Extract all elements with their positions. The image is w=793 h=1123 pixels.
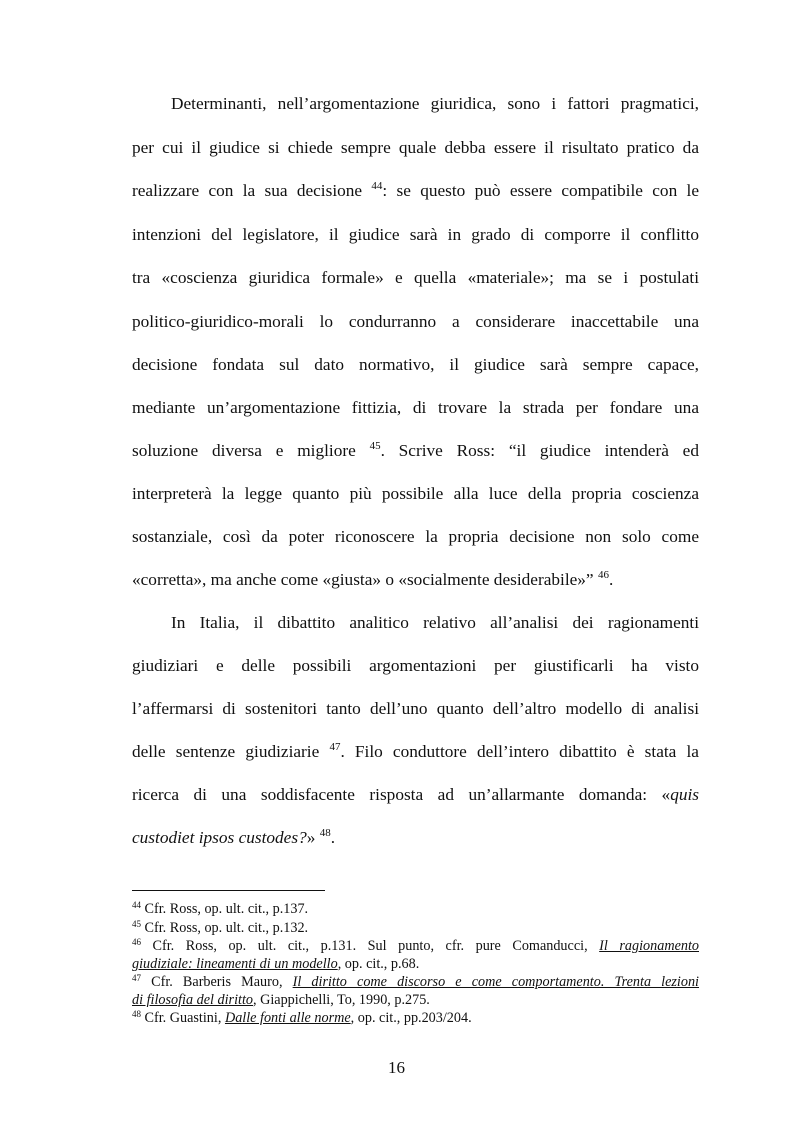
p1-line-7: decisione fondata sul dato normativo, il giudice sarà sempre capace, <box>132 355 699 374</box>
footnote-ref-48[interactable]: 48 <box>319 827 331 839</box>
p1-line-10: interpreterà la legge quanto più possibile alla luce della propria coscienza <box>132 484 699 503</box>
p1-line-11: sostanziale, così da poter riconoscere la propria decisione non solo come <box>132 527 699 546</box>
p2-line-4: delle sentenze giudiziarie $^{47}$. Filo conduttore dell’intero dibattito è stata la <box>132 741 699 761</box>
footnote-separator <box>132 890 325 891</box>
p2-line-5: ricerca di una soddisfacente risposta ad un’allarmante domanda: «quis <box>132 785 699 804</box>
p1-line-4: intenzioni del legislatore, il giudice sarà in grado di comporre il conflitto <box>132 225 699 244</box>
p1-line-3: realizzare con la sua decisione $^{44}$: se questo può essere compatibile con le <box>132 180 699 200</box>
footnote-46-line-1: $^{46}$ Cfr. Ross, op. ult. cit., p.131. Sul punto, cfr. pure Comanducci, Il ragionamento <box>132 937 699 954</box>
p1-line-2: per cui il giudice si chiede sempre quale debba essere il risultato pratico da <box>132 138 699 157</box>
p1-line-6: politico-giuridico-morali lo condurranno a considerare inaccettabile una <box>132 312 699 331</box>
footnote-ref-47[interactable]: 47 <box>329 741 341 753</box>
footnote-47-line-2: di filosofia del diritto, Giappichelli, To, 1990, p.275. <box>132 992 430 1008</box>
p2-line-6: custodiet ipsos custodes?» $^{48}$. <box>132 827 336 847</box>
footnote-48: $^{48}$ Cfr. Guastini, Dalle fonti alle norme, op. cit., pp.203/204. <box>132 1009 472 1026</box>
footnote-ref-45[interactable]: 45 <box>369 440 381 452</box>
citation-title: Il ragionamento <box>599 938 699 954</box>
page-number: 16 <box>388 1058 405 1077</box>
footnote-ref-46[interactable]: 46 <box>597 569 609 581</box>
p2-line-2: giudiziari e delle possibili argomentazioni per giustificarli ha visto <box>132 656 699 675</box>
p1-line-5: tra «coscienza giuridica formale» e quella «materiale»; ma se i postulati <box>132 268 699 287</box>
p1-line-8: mediante un’argomentazione fittizia, di trovare la strada per fondare una <box>132 398 699 417</box>
p1-line-12: «corretta», ma anche come «giusta» o «socialmente desiderabile»” $^{46}$. <box>132 569 614 589</box>
citation-title: giudiziale: lineamenti di un modello <box>132 956 338 972</box>
p2-line-1: In Italia, il dibattito analitico relativo all’analisi dei ragionamenti <box>171 613 699 632</box>
p2-line-3: l’affermarsi di sostenitori tanto dell’uno quanto dell’altro modello di analisi <box>132 699 699 718</box>
footnote-47-line-1: $^{47}$ Cfr. Barberis Mauro, Il diritto come discorso e come comportamento. Trenta lezioni <box>132 973 699 990</box>
citation-title: di filosofia del diritto <box>132 992 253 1008</box>
p1-line-1: Determinanti, nell’argomentazione giuridica, sono i fattori pragmatici, <box>171 94 699 113</box>
footnote-46-line-2: giudiziale: lineamenti di un modello, op. cit., p.68. <box>132 956 420 972</box>
p1-line-9: soluzione diversa e migliore $^{45}$. Scrive Ross: “il giudice intenderà ed <box>132 440 699 460</box>
citation-title: Dalle fonti alle norme <box>224 1010 351 1026</box>
footnote-45: $^{45}$ Cfr. Ross, op. ult. cit., p.132. <box>132 919 309 936</box>
footnote-ref-44[interactable]: 44 <box>371 180 383 192</box>
citation-title: Il diritto come discorso e come comportamento. Trenta lezioni <box>292 974 699 990</box>
footnote-44: $^{44}$ Cfr. Ross, op. ult. cit., p.137. <box>132 900 309 917</box>
